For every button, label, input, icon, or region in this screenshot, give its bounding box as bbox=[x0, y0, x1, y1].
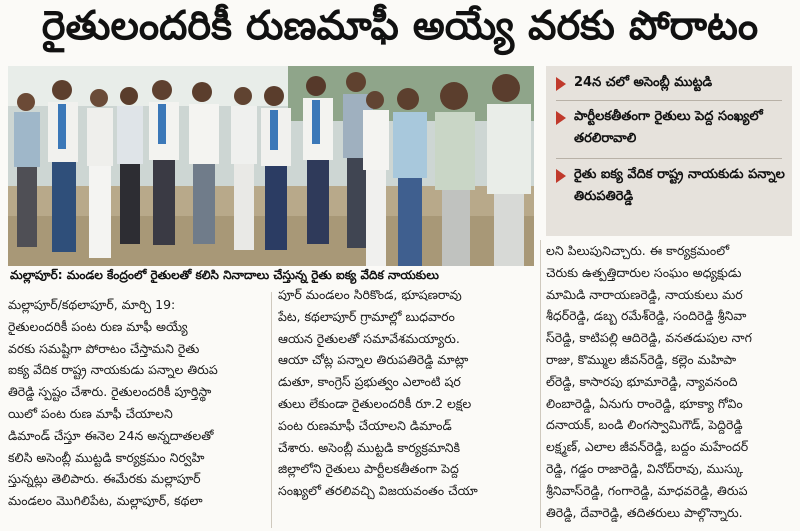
text-line: కలిసి అసెంబ్లీ ముట్టడి కార్యక్రమం నిర్వహి bbox=[8, 449, 205, 465]
highlight-item bbox=[556, 164, 794, 208]
text-line: చేశారు. అసెంబ్లీ ముట్టడి కార్యక్రమానికి bbox=[278, 439, 461, 455]
text-line: తులు లేకుండా రైతులందరికీ రూ.2 లక్షల bbox=[278, 395, 472, 411]
article-column-1 bbox=[8, 294, 266, 512]
text-line: ఆయా చోట్ల పన్నాల తిరుపతిరెడ్డి మాట్లా bbox=[278, 352, 469, 368]
news-photo bbox=[8, 66, 534, 266]
text-line: పేట, కథలాపూర్ గ్రామాల్లో బుధవారం bbox=[278, 308, 455, 324]
highlight-text: 24న చలో అసెంబ్లీ ముట్టడి bbox=[574, 75, 713, 90]
text-line: చెరుకు ఉత్పత్తిదారుల సంఘం అధ్యక్షుడు bbox=[546, 264, 742, 280]
text-line: శీధర్‌రెడ్డి, డబ్బ రమేశ్‌రెడ్డి, సందిరెడ్డి శ్రీనివా bbox=[546, 308, 747, 324]
text-line: సంఖ్యలో తరలివచ్చి విజయవంతం చేయా bbox=[278, 483, 478, 499]
divider bbox=[556, 158, 782, 159]
text-line: దనాయక్, బండి లింగస్వామిగౌడ్, పెద్దిరెడ్డి bbox=[546, 417, 743, 433]
highlight-item bbox=[556, 72, 794, 94]
text-line: పూర్ మండలం సిరికొండ, భూషణరావు bbox=[278, 287, 462, 302]
text-line: మల్లాపూర్/కథలాపూర్, మార్చి 19: bbox=[8, 297, 176, 312]
column-divider bbox=[271, 292, 272, 528]
text-line: ల్‌రెడ్డి, కాసారపు భూమారెడ్డి, న్యావనంది bbox=[546, 373, 738, 389]
headline: రైతులందరికీ రుణమాఫీ అయ్యే వరకు పోరాటం bbox=[41, 3, 759, 49]
photo-caption: మల్లాపూర్: మండల కేంద్రంలో రైతులతో కలిసి నినాదాలు చేస్తున్న రైతు ఐక్య వేదిక నాయకులు bbox=[10, 268, 439, 282]
column-divider bbox=[540, 240, 541, 528]
text-line: లక్ష్మణ్, ఎలాల జీవన్‌రెడ్డి, బద్దం మహేందర్ bbox=[546, 439, 749, 455]
text-line: వరకు సమష్టిగా పోరాటం చేస్తామని రైతు bbox=[8, 340, 200, 356]
arrow-bullet-icon bbox=[556, 169, 566, 183]
text-line: స్‌రెడ్డి, కాటిపల్లి ఆదిరెడ్డి, వనతడుపుల నాగ bbox=[546, 330, 752, 346]
text-line: శ్రీనివాస్‌రెడ్డి, గంగారెడ్డి, మాధవరెడ్డి, తిరుప bbox=[546, 482, 748, 498]
text-line: తిరెడ్డి స్పష్టం చేశారు. రైతులందరికీ పూర్తిస్థా bbox=[8, 384, 212, 400]
text-line: తిరెడ్డి, దేవారెడ్డి, తదితరులు పాల్గొన్నారు. bbox=[546, 504, 743, 520]
highlight-text: పార్టీలకతీతంగా రైతులు పెద్ద సంఖ్యలో తరలిరావాలి bbox=[574, 109, 763, 146]
text-line: జిల్లాలోని రైతులు పార్టీలకతీతంగా పెద్ద bbox=[278, 461, 459, 477]
article-column-3 bbox=[546, 240, 792, 523]
text-line: స్తున్నట్లు తెలిపారు. ఈమేరకు మల్లాపూర్ bbox=[8, 471, 201, 487]
text-line: ఐక్య వేదిక రాష్ట్ర నాయకుడు పన్నాల తిరుప bbox=[8, 362, 218, 378]
text-line: మామిడి నారాయణరెడ్డి, నాయకులు మర bbox=[546, 286, 743, 302]
text-line: ఆయన రైతులతో సమావేశమయ్యారు. bbox=[278, 330, 460, 346]
highlight-item bbox=[556, 106, 794, 150]
divider bbox=[556, 100, 782, 101]
highlight-text: రైతు ఐక్య వేదిక రాష్ట్ర నాయకుడు పన్నాల తిరుపతిరెడ్డి bbox=[574, 167, 785, 204]
text-line: డుతూ, కాంగ్రెస్ ప్రభుత్వం ఎలాంటి షర bbox=[278, 374, 461, 390]
text-line: లని పిలుపునిచ్చారు. ఈ కార్యక్రమంలో bbox=[546, 243, 730, 258]
highlights-box bbox=[546, 66, 792, 236]
text-line: పంట రుణమాఫీ చేయాలని డిమాండ్ bbox=[278, 417, 452, 433]
article-column-2 bbox=[278, 284, 536, 502]
arrow-bullet-icon bbox=[556, 111, 566, 125]
text-line: రాజు, కొమ్ముల జీవన్‌రెడ్డి, కల్లెం మహిపా bbox=[546, 351, 737, 367]
text-line: మండలం మొగిలిపేట, మల్లాపూర్, కథలా bbox=[8, 493, 203, 509]
text-line: డిమాండ్ చేస్తూ ఈనెల 24న అన్నదాతలతో bbox=[8, 427, 214, 443]
text-line: యిలో పంట రుణ మాఫీ చేయాలని bbox=[8, 405, 173, 421]
text-line: లింబారెడ్డి, ఏనుగు రాంరెడ్డి, భూక్యా గోవిం bbox=[546, 395, 743, 411]
arrow-bullet-icon bbox=[556, 77, 566, 91]
text-line: రెడ్డి, గడ్డం రాజారెడ్డి, వినోద్‌రావు, ముస్కు bbox=[546, 460, 744, 476]
text-line: రైతులందరికీ పంట రుణ మాఫీ అయ్యే bbox=[8, 318, 188, 334]
